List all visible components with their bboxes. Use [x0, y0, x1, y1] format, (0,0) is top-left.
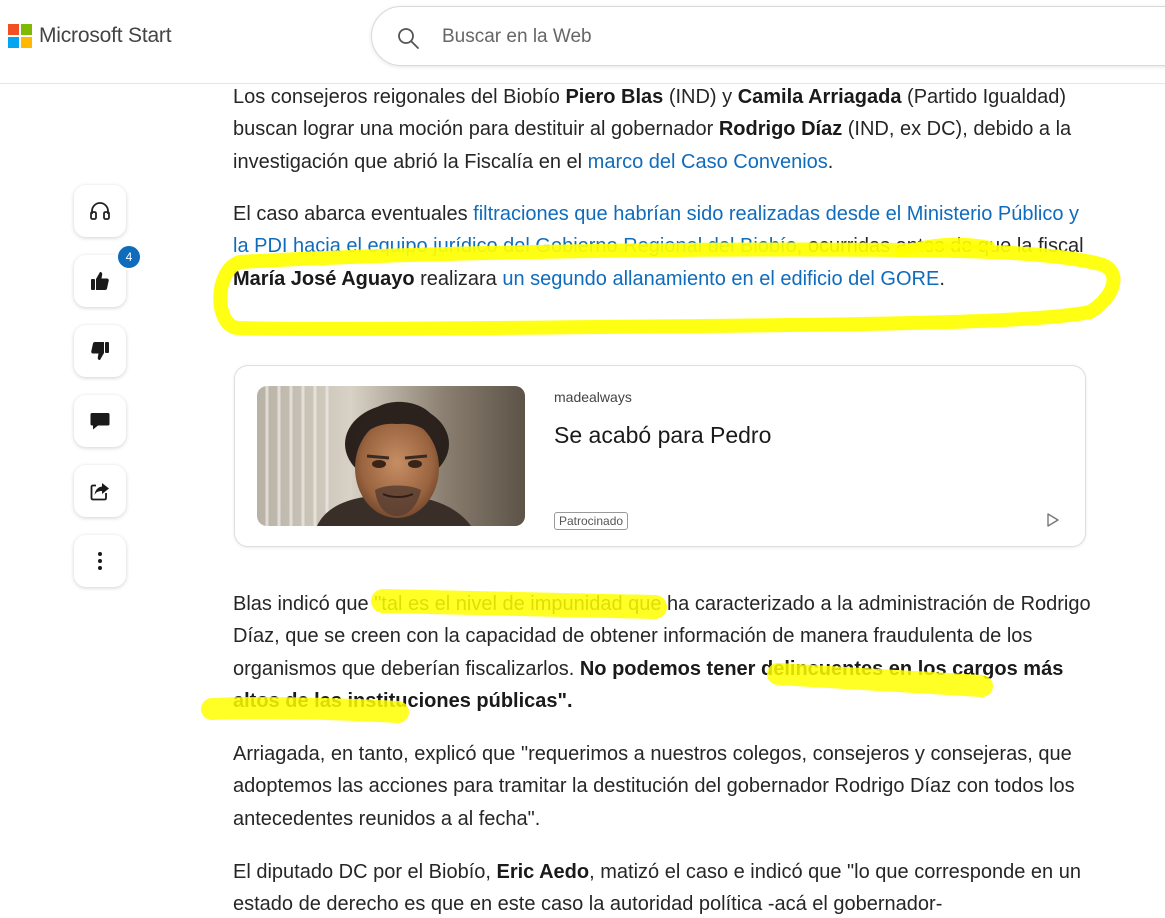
article-paragraph-1 — [233, 81, 1093, 178]
sponsored-source: madealways — [554, 389, 632, 405]
thumbs-up-icon — [88, 269, 112, 293]
person-name-camila-arriagada: Camila Arriagada — [737, 86, 902, 108]
comment-icon — [88, 409, 112, 433]
paragraph-text: (IND) y — [663, 86, 738, 108]
comment-button[interactable] — [74, 395, 126, 447]
listen-button[interactable] — [74, 185, 126, 237]
sponsored-label: Patrocinado — [554, 512, 628, 530]
search-input[interactable] — [442, 21, 1142, 53]
paragraph-text: El diputado DC por el Biobío, — [233, 861, 497, 883]
paragraph-text: , ocurridas antes de que la fiscal — [796, 235, 1084, 258]
paragraph-text: . — [939, 267, 945, 290]
portrait-image — [257, 386, 525, 526]
paragraph-text: (Partido Igualdad) buscan lograr una moción para destituir al gobernador — [233, 86, 1067, 141]
person-name-eric-aedo: Eric Aedo — [496, 861, 590, 883]
sponsored-thumbnail — [257, 386, 525, 526]
paragraph-text: El caso abarca eventuales — [233, 203, 474, 225]
quote-bold-text: No podemos tener delincuentes en los cargos más altos de las instituciones públicas". — [233, 657, 1064, 712]
more-options-button[interactable] — [74, 535, 126, 587]
headphones-icon — [88, 199, 112, 223]
paragraph-text: Arriagada, en tanto, explicó que "requerimos a nuestros colegos, consejeros y consejeras, que adoptemos las acciones para tramitar la destitución del gobernador Rodrigo Díaz con todos los antecedentes reunidos a al fecha". — [233, 743, 1075, 830]
link-filtraciones[interactable]: filtraciones que habrían sido realizadas desde el Ministerio Público y la PDI hacia el equipo jurídico del Gobierno Regional del Biobío — [233, 203, 1080, 258]
paragraph-text: , matizó el caso e indicó que "lo que corresponde en un estado de derecho es que en este caso la autoridad política -acá el gobernador- — [233, 861, 1081, 916]
like-count-badge: 4 — [116, 244, 142, 270]
article-paragraph-4 — [233, 738, 1093, 835]
brand-name: Microsoft Start — [39, 24, 172, 47]
sponsored-card[interactable] — [234, 365, 1086, 547]
sponsored-title[interactable]: Se acabó para Pedro — [554, 422, 772, 448]
paragraph-text: Blas indicó que "tal es el nivel de impunidad que ha caracterizado a la administración de Rodrigo Díaz, que se creen con la capacidad de obtener información de manera fraudulenta de los organismos que deberían fiscalizarlos. — [233, 593, 1091, 680]
article-paragraph-5 — [233, 856, 1093, 918]
link-caso-convenios[interactable]: marco del Caso Convenios — [587, 150, 828, 173]
paragraph-text: realizara — [414, 267, 503, 290]
paragraph-text: Los consejeros reigonales del Biobío — [233, 86, 566, 108]
share-button[interactable] — [74, 465, 126, 517]
search-box[interactable] — [371, 6, 1165, 66]
dislike-button[interactable] — [74, 325, 126, 377]
person-name-maria-jose-aguayo: María José Aguayo — [233, 267, 415, 290]
article-paragraph-3 — [233, 588, 1093, 717]
more-vertical-icon — [88, 549, 112, 573]
paragraph-text: (IND, ex DC), debido a la investigación que abrió la Fiscalía en el — [233, 118, 1072, 173]
link-segundo-allanamiento[interactable]: un segundo allanamiento en el edificio del GORE — [502, 267, 940, 290]
top-bar — [0, 0, 1165, 84]
microsoft-logo-icon — [8, 24, 32, 48]
paragraph-text: . — [827, 150, 834, 173]
share-icon — [88, 479, 112, 503]
ad-choices-icon[interactable] — [1045, 512, 1061, 528]
thumbs-down-icon — [88, 339, 112, 363]
article-paragraph-2 — [233, 198, 1093, 295]
person-name-piero-blas: Piero Blas — [565, 86, 664, 108]
person-name-rodrigo-diaz: Rodrigo Díaz — [718, 118, 843, 141]
search-icon[interactable] — [396, 26, 420, 50]
brand-home-link[interactable] — [8, 24, 171, 48]
